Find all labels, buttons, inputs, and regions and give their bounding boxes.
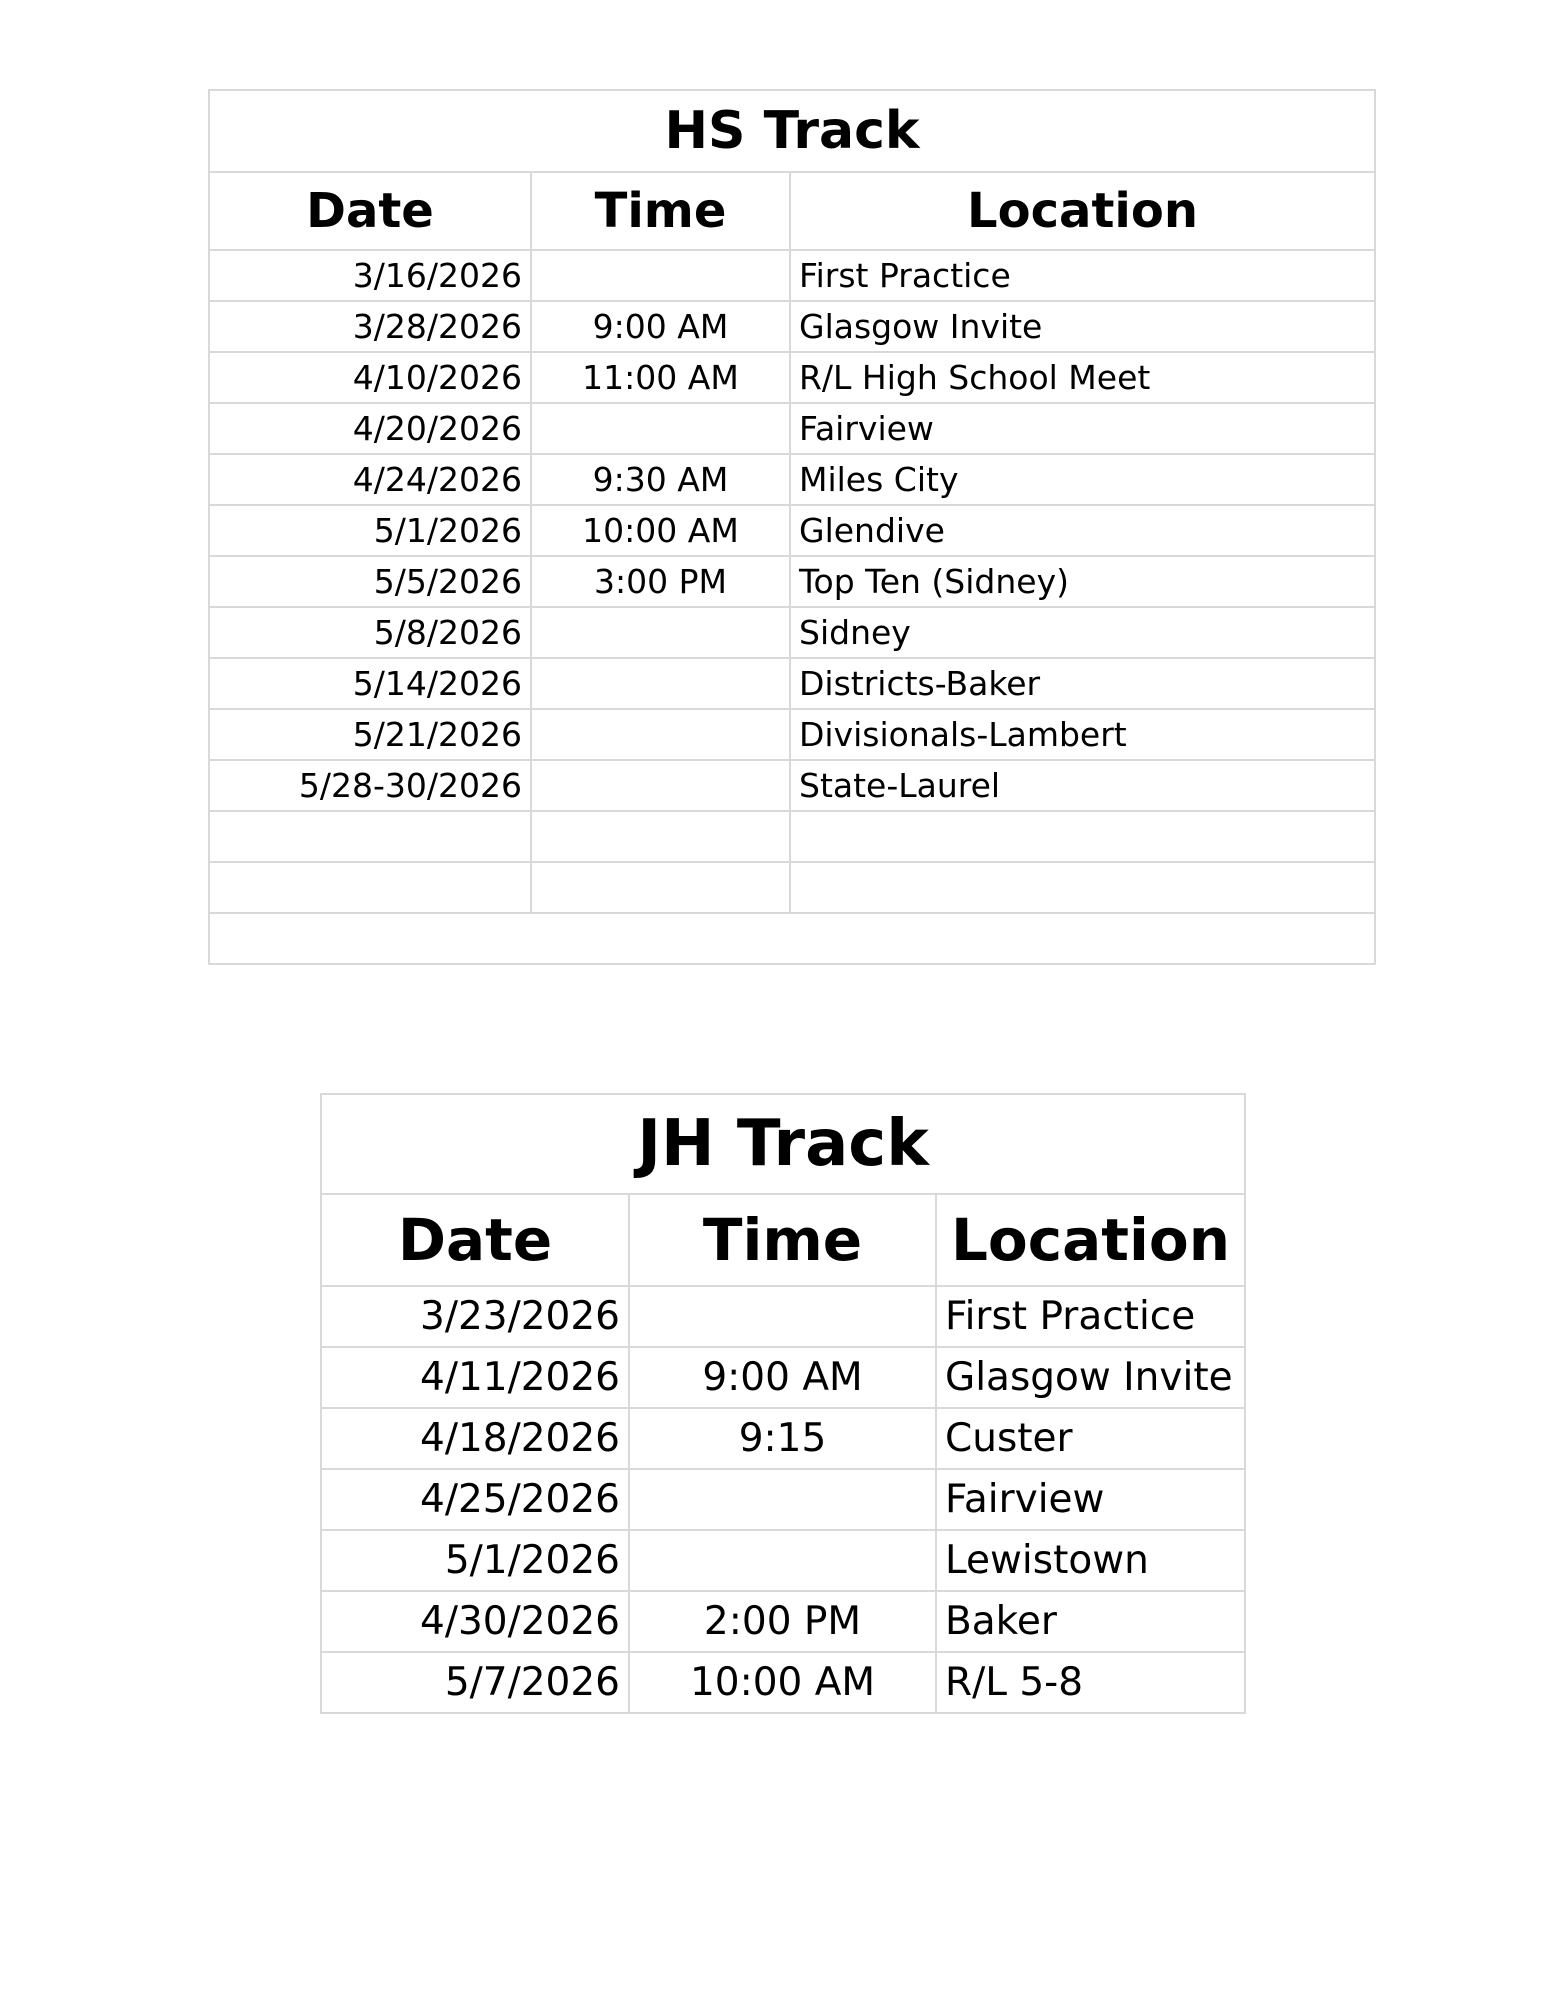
time-cell [531, 760, 790, 811]
time-cell [629, 1286, 936, 1347]
location-cell: Baker [936, 1591, 1245, 1652]
date-cell: 5/28-30/2026 [209, 760, 531, 811]
date-cell: 4/11/2026 [321, 1347, 629, 1408]
location-cell: Fairview [790, 403, 1375, 454]
location-cell: Lewistown [936, 1530, 1245, 1591]
table-row [209, 454, 1375, 505]
empty-row [209, 913, 1375, 964]
jh-header-row [321, 1194, 1245, 1286]
jh-header-date: Date [321, 1194, 629, 1286]
date-cell: 5/8/2026 [209, 607, 531, 658]
table-row [321, 1591, 1245, 1652]
jh-title-row [321, 1094, 1245, 1194]
location-cell: Divisionals-Lambert [790, 709, 1375, 760]
time-cell [531, 403, 790, 454]
location-cell: Glasgow Invite [936, 1347, 1245, 1408]
empty-row [209, 811, 1375, 862]
time-cell: 9:30 AM [531, 454, 790, 505]
table-row [209, 403, 1375, 454]
date-cell: 4/24/2026 [209, 454, 531, 505]
empty-cell [531, 811, 790, 862]
table-row [321, 1286, 1245, 1347]
time-cell: 9:15 [629, 1408, 936, 1469]
table-row [209, 658, 1375, 709]
jh-track-table [320, 1093, 1246, 1714]
time-cell [531, 709, 790, 760]
location-cell: Custer [936, 1408, 1245, 1469]
time-cell [531, 658, 790, 709]
jh-title: JH Track [321, 1094, 1245, 1194]
date-cell: 5/1/2026 [209, 505, 531, 556]
jh-header-time: Time [629, 1194, 936, 1286]
location-cell: State-Laurel [790, 760, 1375, 811]
date-cell: 3/16/2026 [209, 250, 531, 301]
table-row [321, 1469, 1245, 1530]
table-row [209, 352, 1375, 403]
time-cell: 9:00 AM [531, 301, 790, 352]
date-cell: 5/5/2026 [209, 556, 531, 607]
empty-cell [209, 811, 531, 862]
time-cell [531, 250, 790, 301]
hs-title: HS Track [209, 90, 1375, 172]
time-cell [629, 1469, 936, 1530]
table-row [209, 250, 1375, 301]
date-cell: 5/1/2026 [321, 1530, 629, 1591]
hs-header-row [209, 172, 1375, 250]
location-cell: R/L 5-8 [936, 1652, 1245, 1713]
hs-header-time: Time [531, 172, 790, 250]
date-cell: 5/14/2026 [209, 658, 531, 709]
date-cell: 3/23/2026 [321, 1286, 629, 1347]
date-cell: 4/25/2026 [321, 1469, 629, 1530]
time-cell: 9:00 AM [629, 1347, 936, 1408]
time-cell [629, 1530, 936, 1591]
time-cell: 2:00 PM [629, 1591, 936, 1652]
location-cell: Top Ten (Sidney) [790, 556, 1375, 607]
table-row [209, 301, 1375, 352]
empty-cell [531, 862, 790, 913]
jh-header-location: Location [936, 1194, 1245, 1286]
location-cell: Districts-Baker [790, 658, 1375, 709]
empty-cell [209, 913, 1375, 964]
location-cell: R/L High School Meet [790, 352, 1375, 403]
date-cell: 5/7/2026 [321, 1652, 629, 1713]
location-cell: Miles City [790, 454, 1375, 505]
table-row [321, 1652, 1245, 1713]
location-cell: Glasgow Invite [790, 301, 1375, 352]
table-row [321, 1347, 1245, 1408]
location-cell: First Practice [936, 1286, 1245, 1347]
location-cell: Sidney [790, 607, 1375, 658]
time-cell: 10:00 AM [531, 505, 790, 556]
date-cell: 4/10/2026 [209, 352, 531, 403]
time-cell: 10:00 AM [629, 1652, 936, 1713]
location-cell: Fairview [936, 1469, 1245, 1530]
date-cell: 4/30/2026 [321, 1591, 629, 1652]
hs-title-row [209, 90, 1375, 172]
table-row [321, 1530, 1245, 1591]
table-row [321, 1408, 1245, 1469]
table-row [209, 760, 1375, 811]
date-cell: 3/28/2026 [209, 301, 531, 352]
location-cell: First Practice [790, 250, 1375, 301]
date-cell: 4/18/2026 [321, 1408, 629, 1469]
table-row [209, 556, 1375, 607]
date-cell: 4/20/2026 [209, 403, 531, 454]
date-cell: 5/21/2026 [209, 709, 531, 760]
location-cell: Glendive [790, 505, 1375, 556]
empty-cell [209, 862, 531, 913]
time-cell: 11:00 AM [531, 352, 790, 403]
empty-row [209, 862, 1375, 913]
table-row [209, 607, 1375, 658]
table-row [209, 709, 1375, 760]
table-row [209, 505, 1375, 556]
hs-header-date: Date [209, 172, 531, 250]
hs-header-location: Location [790, 172, 1375, 250]
empty-cell [790, 811, 1375, 862]
hs-track-table [208, 89, 1376, 965]
time-cell: 3:00 PM [531, 556, 790, 607]
empty-cell [790, 862, 1375, 913]
time-cell [531, 607, 790, 658]
